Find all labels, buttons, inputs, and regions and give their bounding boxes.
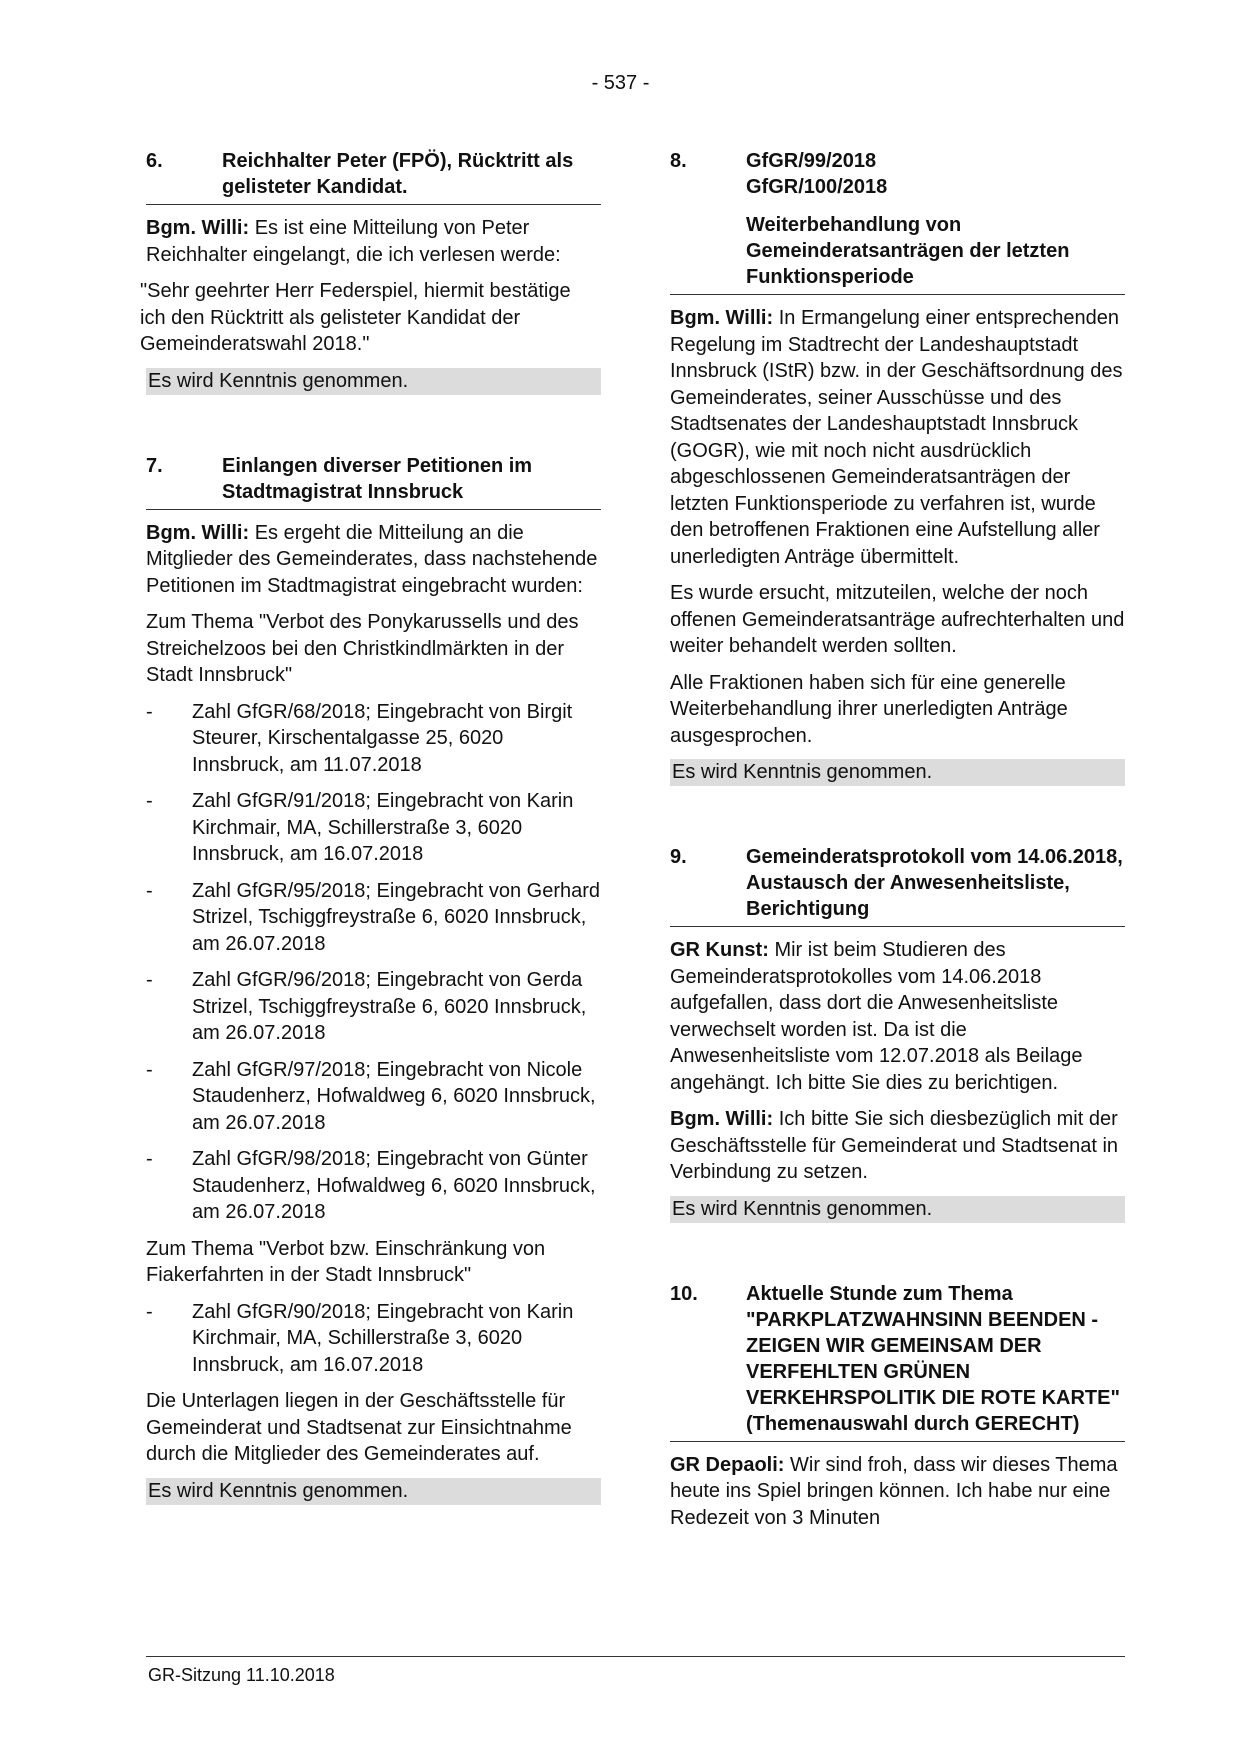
- list-dash: -: [146, 700, 153, 723]
- section-8-title-line1: GfGR/99/2018: [746, 150, 877, 172]
- speaker-label: Bgm. Willi:: [146, 217, 250, 239]
- statement-text: In Ermangelung einer entsprechenden Regelung im Stadtrecht der Landeshauptstadt Innsbruck (IStR) bzw. in der Geschäftsordnung des Gemeinderates, seiner Ausschüsse und des Stadtsenates der Landeshauptstadt Innsbruck (GOGR), wie mit noch nicht ausdrücklich abgeschlossenen Gemeinderatsanträgen der letzten Funktionsperiode zu verfahren ist, wurde den betroffenen Fraktionen eine Aufstellung aller unerledigten Anträge übermittelt.: [670, 307, 1123, 568]
- section-7-number: 7.: [146, 454, 163, 477]
- speaker-label: Bgm. Willi:: [670, 307, 774, 329]
- statement-text: Mir ist beim Studieren des Gemeinderatsprotokolles vom 14.06.2018 aufgefallen, dass dort die Anwesenheitsliste verwechselt worden ist. Da ist die Anwesenheitsliste vom 12.07.2018 als Beilage angehängt. Ich bitte Sie dies zu berichtigen.: [670, 939, 1083, 1094]
- section-9-statement-1: [670, 937, 1125, 1096]
- petition-text: Zahl GfGR/98/2018; Eingebracht von Günter Staudenherz, Hofwaldweg 6, 6020 Innsbruck, am 26.07.2018: [192, 1148, 596, 1223]
- footer-divider: [146, 1656, 1125, 1657]
- section-7-notice: Es wird Kenntnis genommen.: [146, 1478, 601, 1505]
- section-8-paragraph-3: Alle Fraktionen haben sich für eine generelle Weiterbehandlung ihrer unerledigten Anträge ausgesprochen.: [670, 671, 1068, 747]
- page-number: - 537 -: [591, 72, 650, 94]
- speaker-label: Bgm. Willi:: [146, 521, 250, 544]
- list-dash: -: [146, 969, 153, 991]
- petition-item: [146, 788, 601, 868]
- section-6-heading: [146, 148, 601, 205]
- section-8-notice: Es wird Kenntnis genommen.: [670, 759, 1125, 786]
- petition-text: Zahl GfGR/95/2018; Eingebracht von Gerhard Strizel, Tschiggfreystraße 6, 6020 Innsbruck, am 26.07.2018: [192, 879, 601, 955]
- petition-item: [146, 878, 601, 958]
- list-dash: -: [146, 879, 153, 902]
- statement-text: Wir sind froh, dass wir dieses Thema heute ins Spiel bringen können. Ich habe nur eine Redezeit von 3 Minuten: [670, 1453, 1118, 1529]
- statement-text: Ich bitte Sie sich diesbezüglich mit der Geschäftsstelle für Gemeinderat und Stadtsenat in Verbindung zu setzen.: [670, 1108, 1119, 1183]
- list-dash: -: [146, 1058, 153, 1081]
- section-9: [670, 844, 1125, 1223]
- petition-item: [146, 967, 601, 1047]
- section-6-quote: "Sehr geehrter Herr Federspiel, hiermit bestätige ich den Rücktritt als gelisteter Kandidat der Gemeinderatswahl 2018.": [140, 280, 571, 355]
- section-6: [140, 148, 601, 395]
- section-7: [146, 453, 601, 1505]
- speaker-label: GR Depaoli:: [670, 1453, 785, 1476]
- petition-item: [146, 1057, 601, 1137]
- section-8-subtitle: Weiterbehandlung von Gemeinderatsanträgen der letzten Funktionsperiode: [670, 212, 1125, 295]
- petition-item: [146, 699, 601, 779]
- list-dash: -: [146, 1148, 153, 1170]
- list-dash: -: [146, 790, 153, 812]
- petition-text: Zahl GfGR/91/2018; Eingebracht von Karin Kirchmair, MA, Schillerstraße 3, 6020 Innsbruck, am 16.07.2018: [192, 790, 574, 865]
- petition-topic-2: Zum Thema "Verbot bzw. Einschränkung von Fiakerfahrten in der Stadt Innsbruck": [146, 1237, 546, 1286]
- section-7-heading: [146, 453, 601, 510]
- section-8-heading: [670, 148, 1125, 200]
- section-10: [670, 1281, 1125, 1532]
- speaker-label: Bgm. Willi:: [670, 1108, 774, 1130]
- petition-text: Zahl GfGR/90/2018; Eingebracht von Karin Kirchmair, MA, Schillerstraße 3, 6020 Innsbruck, am 16.07.2018: [192, 1300, 574, 1376]
- footer-session-date: GR-Sitzung 11.10.2018: [148, 1665, 335, 1685]
- right-column: [670, 148, 1125, 1531]
- section-8: [670, 148, 1125, 786]
- section-8-statement: [670, 305, 1125, 570]
- statement-text: Es ergeht die Mitteilung an die Mitglieder des Gemeinderates, dass nachstehende Petitionen im Stadtmagistrat eingebracht wurden:: [146, 521, 598, 597]
- section-8-paragraph-2: Es wurde ersucht, mitzuteilen, welche der noch offenen Gemeinderatsanträge aufrechterhalten und weiter behandelt werden sollten.: [670, 582, 1125, 657]
- section-6-number: 6.: [146, 150, 163, 172]
- section-10-heading: [670, 1281, 1125, 1442]
- speaker-label: GR Kunst:: [670, 939, 769, 961]
- section-6-notice: Es wird Kenntnis genommen.: [146, 368, 601, 395]
- section-7-closing: Die Unterlagen liegen in der Geschäftsstelle für Gemeinderat und Stadtsenat zur Einsichtnahme durch die Mitglieder des Gemeinderates auf.: [146, 1390, 572, 1465]
- section-10-statement: [670, 1452, 1125, 1532]
- petition-item: [146, 1299, 601, 1379]
- section-9-notice: Es wird Kenntnis genommen.: [670, 1196, 1125, 1223]
- section-8-title-line2: GfGR/100/2018: [746, 176, 888, 198]
- section-6-title: Reichhalter Peter (FPÖ), Rücktritt als gelisteter Kandidat.: [222, 150, 574, 198]
- section-9-title: Gemeinderatsprotokoll vom 14.06.2018, Austausch der Anwesenheitsliste, Berichtigung: [746, 846, 1123, 920]
- section-9-statement-2: [670, 1106, 1125, 1186]
- list-dash: -: [146, 1300, 153, 1323]
- section-6-statement: [146, 215, 601, 268]
- section-8-title: [746, 148, 1125, 200]
- section-7-statement: [146, 520, 601, 600]
- section-10-number: 10.: [670, 1282, 698, 1305]
- petition-text: Zahl GfGR/68/2018; Eingebracht von Birgit Steurer, Kirschentalgasse 25, 6020 Innsbruck, am 11.07.2018: [192, 700, 573, 776]
- petition-text: Zahl GfGR/97/2018; Eingebracht von Nicole Staudenherz, Hofwaldweg 6, 6020 Innsbruck, am 26.07.2018: [192, 1058, 596, 1134]
- section-9-number: 9.: [670, 846, 687, 868]
- section-10-title: Aktuelle Stunde zum Thema "PARKPLATZWAHNSINN BEENDEN - ZEIGEN WIR GEMEINSAM DER VERFEHLTEN GRÜNEN VERKEHRSPOLITIK DIE ROTE KARTE" (Themenauswahl durch GERECHT): [746, 1282, 1120, 1435]
- petition-topic-1: Zum Thema "Verbot des Ponykarussells und des Streichelzoos bei den Christkindlmärkten in der Stadt Innsbruck": [146, 611, 579, 686]
- left-column: [140, 148, 601, 1505]
- section-8-number: 8.: [670, 150, 687, 172]
- statement-text: Es ist eine Mitteilung von Peter Reichhalter eingelangt, die ich verlesen werde:: [146, 217, 561, 266]
- petition-item: [146, 1146, 601, 1226]
- section-7-title: Einlangen diverser Petitionen im Stadtmagistrat Innsbruck: [222, 454, 533, 503]
- petition-text: Zahl GfGR/96/2018; Eingebracht von Gerda Strizel, Tschiggfreystraße 6, 6020 Innsbruck, am 26.07.2018: [192, 969, 587, 1044]
- section-9-heading: [670, 844, 1125, 927]
